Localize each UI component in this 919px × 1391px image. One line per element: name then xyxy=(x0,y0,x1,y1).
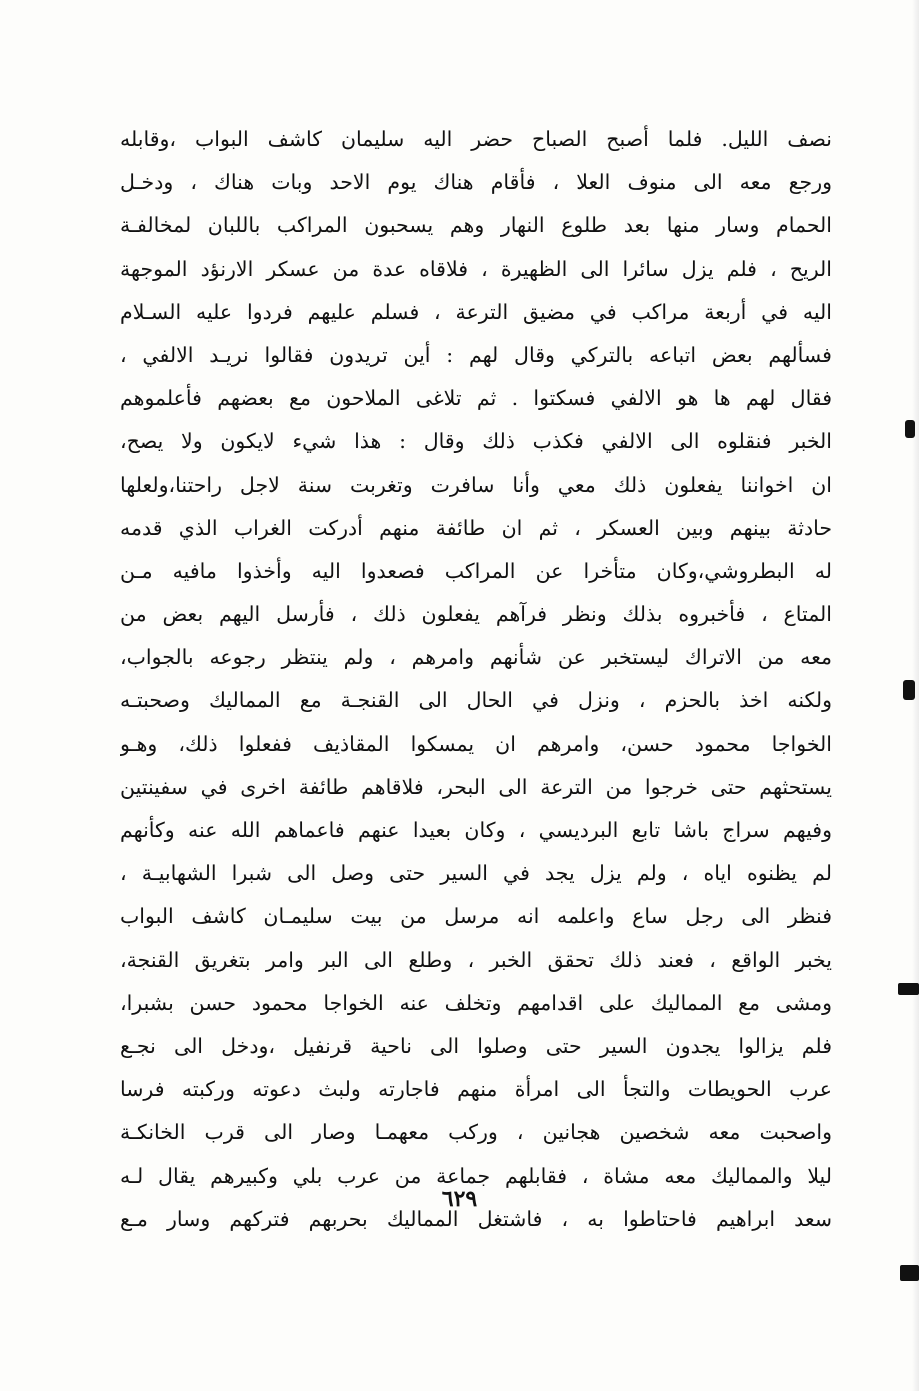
text-line: الريح ، فلم يزل سائرا الى الظهيرة ، فلاقاه عدة من عسكر الارنؤد الموجهة xyxy=(120,256,832,281)
text-line: واصحبت معه شخصين هجانين ، وركب معهمـا وصار الى قرب الخانكـة xyxy=(120,1120,832,1145)
text-line: لم يظنوه اياه ، ولم يزل يجد في السير حتى وصل الى شبرا الشهابيـة ، xyxy=(120,861,832,886)
text-line: له البطروشي،وكان متأخرا عن المراكب فصعدوا اليه وأخذوا مافيه مـن xyxy=(120,558,832,583)
text-line: فسألهم بعض اتباعه بالتركي وقال لهم : أين تريدون فقالوا نريـد الالفي ، xyxy=(120,342,832,367)
text-line: وفيهم سراج باشا تابع البرديسي ، وكان بعيدا عنهم فاعماهم الله عنه وكأنهم xyxy=(120,818,832,842)
text-line: الخواجا محمود حسن، وامرهم ان يمسكوا المقاذيف ففعلوا ذلك، وهـو xyxy=(120,731,832,756)
scan-artifact xyxy=(905,420,915,438)
scan-artifact xyxy=(898,983,919,995)
text-line: عرب الحويطات والتجأ الى امرأة منهم فاجارته ولبث دعوته وركبته فرسا xyxy=(120,1077,832,1102)
text-line: الحمام وسار منها بعد طلوع النهار وهم يسحبون المراكب باللبان لمخالفـة xyxy=(120,213,832,238)
text-line: حادثة بينهم وبين العسكر ، ثم ان طائفة منهم أدركت الغراب الذي قدمه xyxy=(120,515,832,540)
scan-artifact xyxy=(900,1265,919,1281)
text-line: يستحثهم حتى خرجوا من الترعة الى البحر، فلاقاهم طائفة اخرى في سفينتين xyxy=(120,774,832,799)
text-line: اليه في أربعة مراكب في مضيق الترعة ، فسلم عليهم فردوا عليه السـلام xyxy=(120,299,832,324)
page-number: ٦٢٩ xyxy=(441,1186,478,1212)
text-line: فلم يزالوا يجدون السير حتى وصلوا الى ناحية قرنفيل ،ودخل الى نجـع xyxy=(120,1033,832,1058)
text-line: الخبر فنقلوه الى الالفي فكذب ذلك وقال : هذا شيء لايكون ولا يصح، xyxy=(120,429,832,454)
text-line: معه من الاتراك ليستخبر عن شأنهم وامرهم ، ولم ينتظر رجوعه بالجواب، xyxy=(120,645,832,670)
text-line: ان اخواننا يفعلون ذلك معي وأنا سافرت وتغربت سنة لاجل راحتنا،ولعلها xyxy=(120,472,832,497)
text-line: نصف الليل. فلما أصبح الصباح حضر اليه سليمان كاشف البواب ،وقابله xyxy=(120,127,832,151)
text-line: فنظر الى رجل ساع واعلمه انه مرسل من بيت سليمـان كاشف البواب xyxy=(120,904,832,929)
text-line: المتاع ، فأخبروه بذلك ونظر فرآهم يفعلون ذلك ، فأرسل اليهم بعض من xyxy=(120,602,832,627)
text-line: ومشى مع المماليك على اقدامهم وتخلف عنه الخواجا محمود حسن بشبرا، xyxy=(120,990,832,1015)
text-line: ليلا والمماليك معه مشاة ، فقابلهم جماعة من عرب بلي وكبيرهم يقال لـه xyxy=(120,1163,832,1188)
body-text xyxy=(120,118,832,1241)
text-line: فقال لهم ها هو الالفي فسكتوا . ثم تلاغى الملاحون مع بعضهم فأعلموهم xyxy=(120,386,832,411)
text-line: ورجع معه الى منوف العلا ، فأقام هناك يوم الاحد وبات هناك ، ودخـل xyxy=(120,170,832,195)
text-line: ولكنه اخذ بالحزم ، ونزل في الحال الى القنجـة مع المماليك وصحبتـه xyxy=(120,688,832,713)
text-line: سعد ابراهيم فاحتاطوا به ، فاشتغل المماليك بحربهم فتركهم وسار مـع xyxy=(120,1206,832,1231)
text-line: يخبر الواقع ، فعند ذلك تحقق الخبر ، وطلع الى البر وامر بتغريق القنجة، xyxy=(120,947,832,972)
scan-artifact xyxy=(903,680,915,700)
